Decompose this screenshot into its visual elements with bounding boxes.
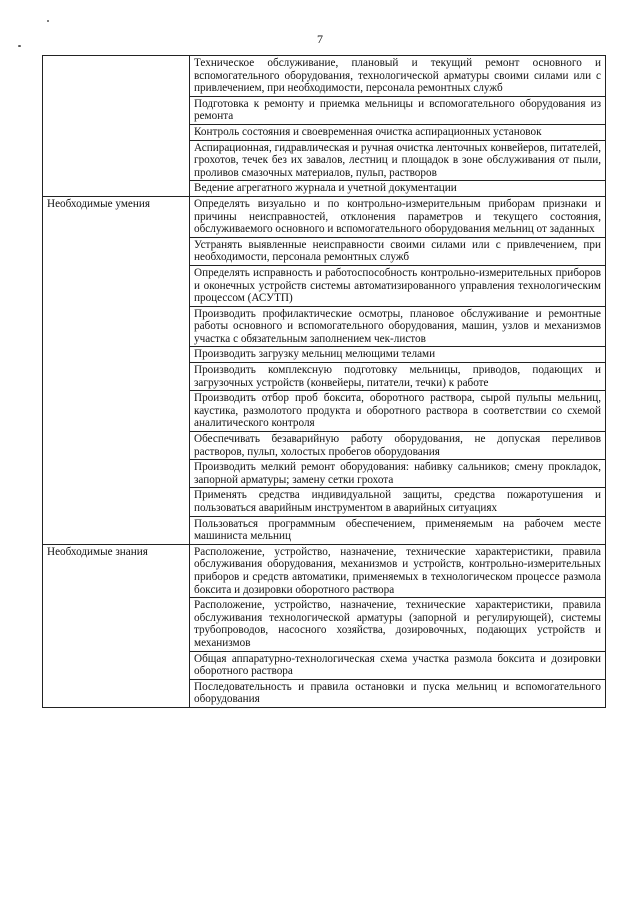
item-text: Расположение, устройство, назначение, технические характеристики, правила обслуживания технологической арматуры (запорной и регулирующей), системы трубопроводов, насосного хозяйства, дозировочных, подающих устройств и механизмов: [190, 598, 606, 651]
item-text: Производить загрузку мельниц мелющими телами: [190, 347, 606, 363]
item-text: Производить отбор проб боксита, оборотного раствора, сырой пульпы мельниц, каустика, размолотого продукта и оборотного раствора в соответствии со схемой аналитического контроля: [190, 391, 606, 432]
scan-speck: [47, 20, 49, 22]
item-text: Обеспечивать безаварийную работу оборудования, не допуская переливов растворов, пульп, холостых пробегов оборудования: [190, 432, 606, 460]
table-row: [43, 196, 606, 237]
item-text: Техническое обслуживание, плановый и текущий ремонт основного и вспомогательного оборудования, технологической арматуры своими силами или с привлечением, при необходимости, персонала ремонтных служб: [190, 56, 606, 97]
item-text: Подготовка к ремонту и приемка мельницы и вспомогательного оборудования из ремонта: [190, 96, 606, 124]
page-number: 7: [317, 32, 323, 46]
table-row: [43, 544, 606, 597]
item-text: Производить мелкий ремонт оборудования: набивку сальников; смену прокладок, запорной арматуры; замену сетки грохота: [190, 460, 606, 488]
item-text: Ведение агрегатного журнала и учетной документации: [190, 181, 606, 197]
item-text: Производить профилактические осмотры, плановое обслуживание и ремонтные работы основного и вспомогательного оборудования, машин, узлов и механизмов участка с обязательным заполнением чек-листов: [190, 306, 606, 347]
item-text: Устранять выявленные неисправности своими силами или с привлечением, при необходимости, персонала ремонтных служб: [190, 237, 606, 265]
item-text: Определять визуально и по контрольно-измерительным приборам признаки и причины неисправностей, отклонения параметров и текущего состояния, обслуживаемого основного и вспомогательного оборудования мельниц от заданных: [190, 196, 606, 237]
item-text: Производить комплексную подготовку мельницы, приводов, подающих и загрузочных устройств (конвейеры, питатели, течки) к работе: [190, 363, 606, 391]
item-text: Расположение, устройство, назначение, технические характеристики, правила обслуживания оборудования, механизмов и устройств, контрольно-измерительных приборов и средств автоматики, применяемых в технологическом процессе размола боксита и дозировки оборотного раствора: [190, 544, 606, 597]
item-text: Применять средства индивидуальной защиты, средства пожаротушения и пользоваться аварийным инструментом в аварийных ситуациях: [190, 488, 606, 516]
scan-speck: [18, 45, 21, 47]
item-text: Последовательность и правила остановки и пуска мельниц и вспомогательного оборудования: [190, 679, 606, 707]
item-text: Определять исправность и работоспособность контрольно-измерительных приборов и оконечных устройств системы автоматизированного управления технологическим процессом (АСУТП): [190, 265, 606, 306]
section-label: Необходимые умения: [43, 196, 190, 544]
competency-table: [42, 55, 606, 708]
section-label: Необходимые знания: [43, 544, 190, 707]
item-text: Пользоваться программным обеспечением, применяемым на рабочем месте машиниста мельниц: [190, 516, 606, 544]
item-text: Аспирационная, гидравлическая и ручная очистка ленточных конвейеров, питателей, грохотов, течек без их завалов, лестниц и площадок в зоне обслуживания от пыли, проливов смазочных материалов, пульп, растворов: [190, 140, 606, 181]
item-text: Контроль состояния и своевременная очистка аспирационных установок: [190, 124, 606, 140]
item-text: Общая аппаратурно-технологическая схема участка размола боксита и дозировки оборотного раствора: [190, 651, 606, 679]
table-row: [43, 56, 606, 97]
section-label: [43, 56, 190, 197]
